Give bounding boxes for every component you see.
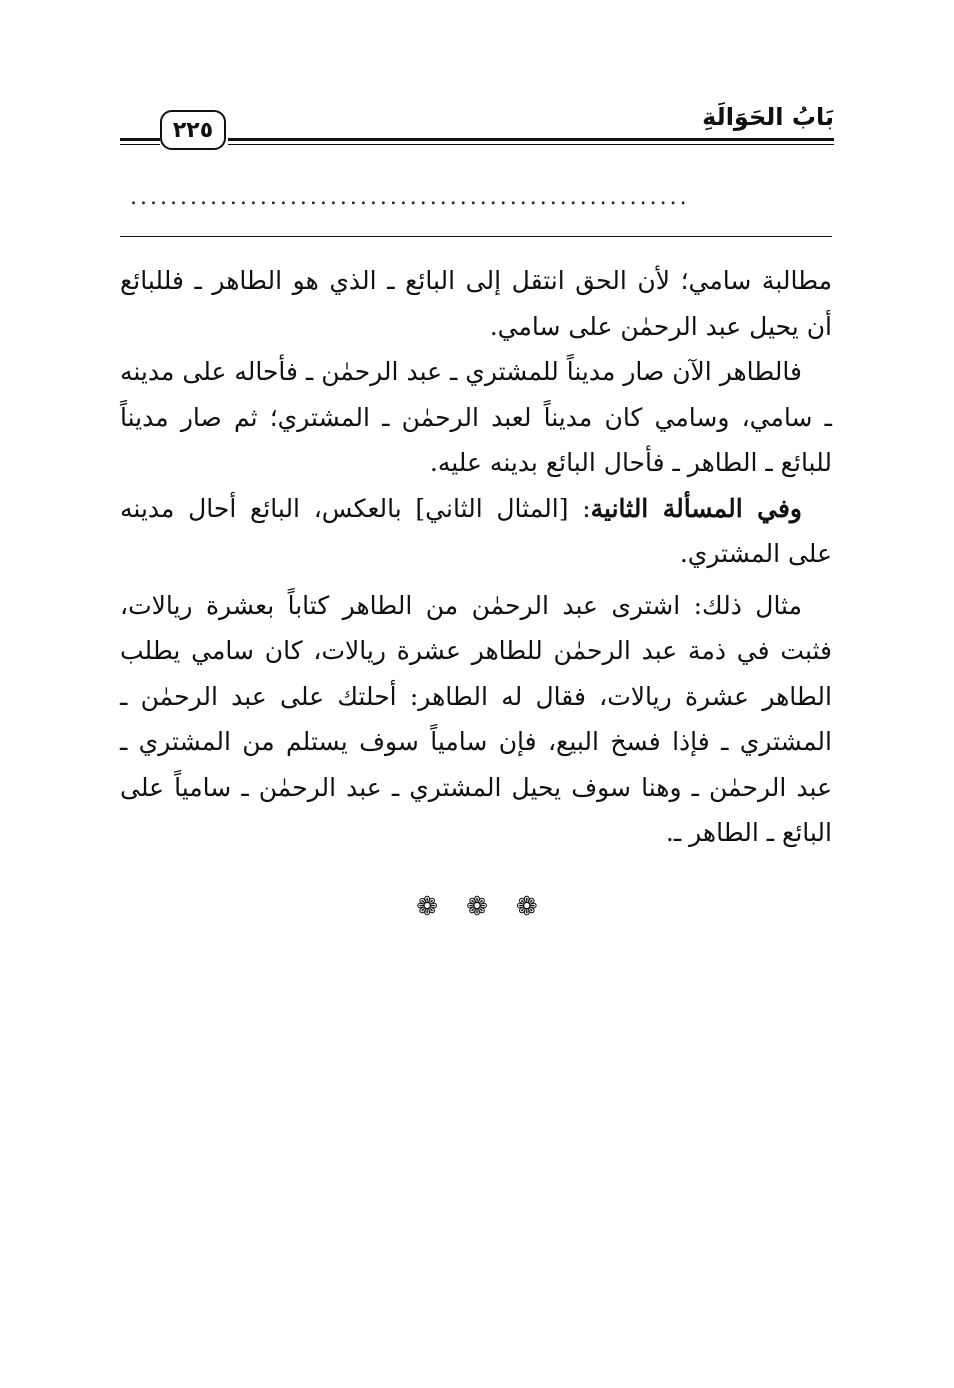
flower-ornament-icon: ❁	[515, 892, 566, 922]
header-rule	[228, 138, 834, 141]
header-rule-left	[120, 138, 160, 141]
header-rule-left-thin	[120, 144, 160, 145]
paragraph-3-lead: وفي المسألة الثانية	[590, 493, 802, 523]
paragraph-2: فالطاهر الآن صار مديناً للمشتري ـ عبد الرحمٰن ـ فأحاله على مدينه ـ سامي، وسامي كان مديناً لعبد الرحمٰن ـ المشتري؛ ثم صار مديناً للبائع ـ الطاهر ـ فأحال البائع بدينه عليه.	[119, 357, 832, 477]
flower-ornament-icon: ❁	[416, 892, 467, 922]
page-number: ٢٢٥	[160, 110, 226, 150]
header-rule-thin	[228, 144, 834, 145]
paragraph-3	[120, 486, 832, 577]
chapter-title: بَابُ الحَوَالَةِ	[702, 103, 834, 131]
body-text	[120, 258, 832, 856]
dotted-line: ........................................................	[130, 186, 690, 210]
flower-ornament-icon: ❁	[466, 892, 516, 922]
page-header	[120, 100, 834, 158]
paragraph-4: مثال ذلك: اشترى عبد الرحمٰن من الطاهر كتاباً بعشرة ريالات، فثبت في ذمة عبد الرحمٰن للطاهر عشرة ريالات، كان سامي يطلب الطاهر عشرة ريالات، فقال له الطاهر: أحلتك على عبد الرحمٰن ـ المشتري ـ فإذا فسخ البيع، فإن سامياً سوف يستلم من المشتري ـ عبد الرحمٰن ـ وهنا سوف يحيل المشتري ـ عبد الرحمٰن ـ سامياً على البائع ـ الطاهر ـ.	[120, 590, 832, 847]
paragraph-1: مطالبة سامي؛ لأن الحق انتقل إلى البائع ـ الذي هو الطاهر ـ فللبائع أن يحيل عبد الرحمٰن على سامي.	[120, 266, 832, 341]
separator-line	[120, 236, 832, 237]
paragraph-3-text: : [المثال الثاني] بالعكس، البائع أحال مدينه على المشتري.	[120, 493, 832, 568]
section-end-ornaments	[0, 892, 954, 922]
